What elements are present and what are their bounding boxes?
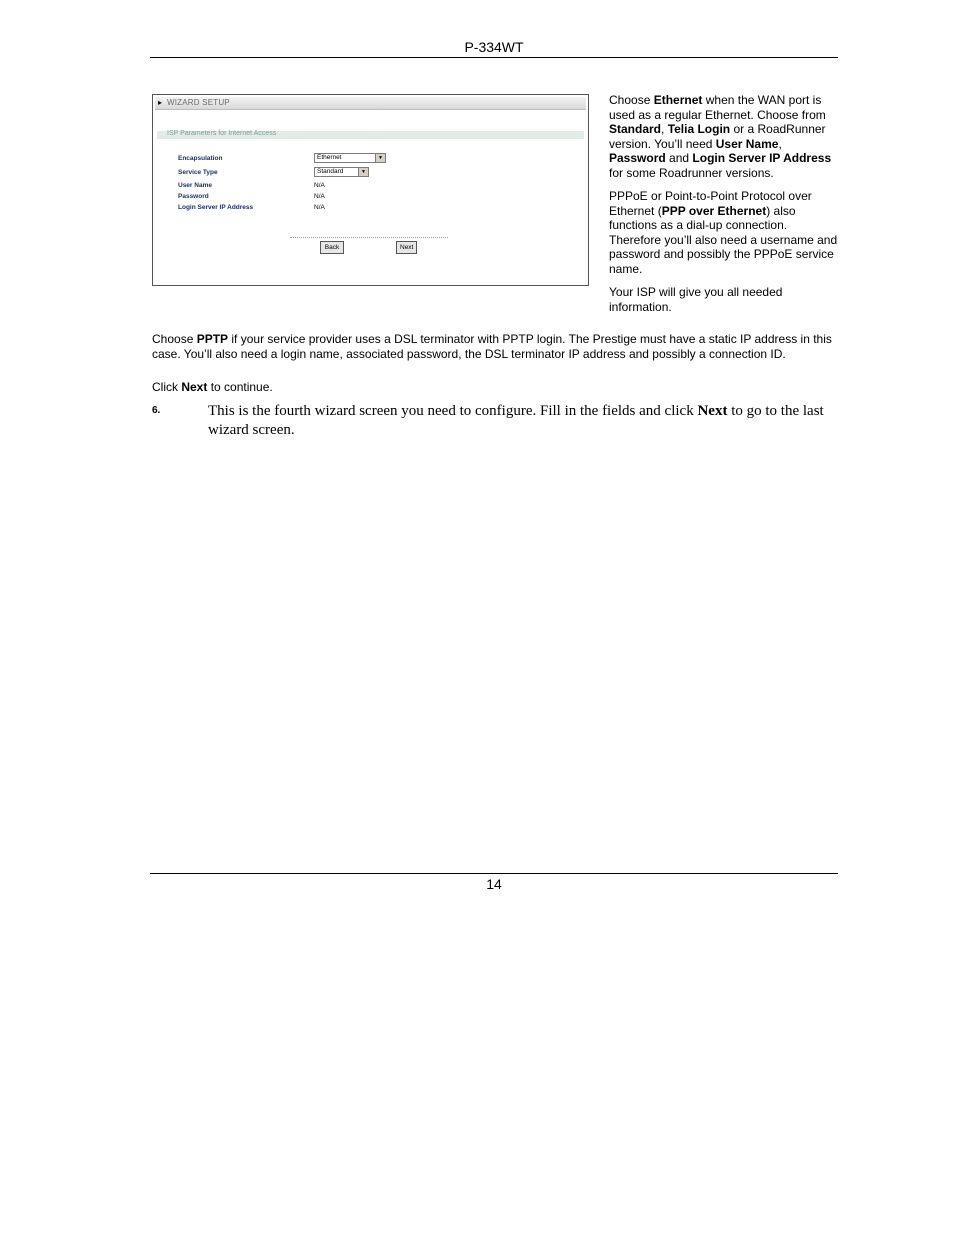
chevron-down-icon[interactable]: ▼ bbox=[358, 168, 368, 176]
isp-section-bar bbox=[157, 131, 584, 139]
encapsulation-label: Encapsulation bbox=[178, 155, 223, 162]
encapsulation-select[interactable] bbox=[314, 153, 386, 163]
wizard-title: WIZARD SETUP bbox=[167, 98, 230, 107]
ethernet-paragraph: Choose Ethernet when the WAN port is used as a regular Ethernet. Choose from Standard, Telia Login or a RoadRunner version. You’ll need User Name, Password and Login Server IP Address for some Roadrunner versions. bbox=[609, 93, 832, 180]
encapsulation-value: Ethernet bbox=[317, 154, 342, 161]
pptp-paragraph: Choose PPTP if your service provider uses a DSL terminator with PPTP login. The Prestige must have a static IP address in this case. You’ll also need a login name, associated password, the DSL terminator IP address and possibly a connection ID. bbox=[152, 332, 832, 361]
service-type-value: Standard bbox=[317, 168, 344, 175]
password-label: Password bbox=[178, 193, 209, 200]
button-divider bbox=[290, 237, 448, 238]
isp-section-title: ISP Parameters for Internet Access bbox=[167, 130, 277, 137]
header-rule bbox=[150, 57, 838, 58]
step-text: This is the fourth wizard screen you need to configure. Fill in the fields and click Next to go to the last wizard screen. bbox=[208, 403, 824, 438]
chevron-right-icon: ▸ bbox=[158, 98, 163, 107]
user-name-value: N/A bbox=[314, 182, 325, 189]
document-header-title: P-334WT bbox=[464, 39, 524, 55]
isp-info-paragraph: Your ISP will give you all needed information. bbox=[609, 285, 783, 314]
login-server-ip-label: Login Server IP Address bbox=[178, 204, 254, 211]
password-value: N/A bbox=[314, 193, 325, 200]
click-next-paragraph: Click Next to continue. bbox=[152, 380, 273, 394]
login-server-ip-value: N/A bbox=[314, 204, 325, 211]
page-number: 14 bbox=[486, 876, 502, 892]
pppoe-paragraph: PPPoE or Point-to-Point Protocol over Ethernet (PPP over Ethernet) also functions as a dial-up connection. Therefore you’ll also need a username and password and possibly the PPPoE service name. bbox=[609, 189, 838, 276]
wizard-header-bar bbox=[155, 97, 586, 110]
step-number: 6. bbox=[152, 405, 161, 416]
back-button[interactable]: Back bbox=[320, 241, 344, 254]
chevron-down-icon[interactable]: ▼ bbox=[375, 154, 385, 162]
next-button[interactable]: Next bbox=[396, 241, 417, 254]
user-name-label: User Name bbox=[178, 182, 212, 189]
service-type-label: Service Type bbox=[178, 169, 218, 176]
wizard-screenshot bbox=[152, 94, 589, 286]
footer-rule bbox=[150, 873, 838, 874]
side-explanation bbox=[609, 93, 839, 323]
service-type-select[interactable] bbox=[314, 167, 369, 177]
